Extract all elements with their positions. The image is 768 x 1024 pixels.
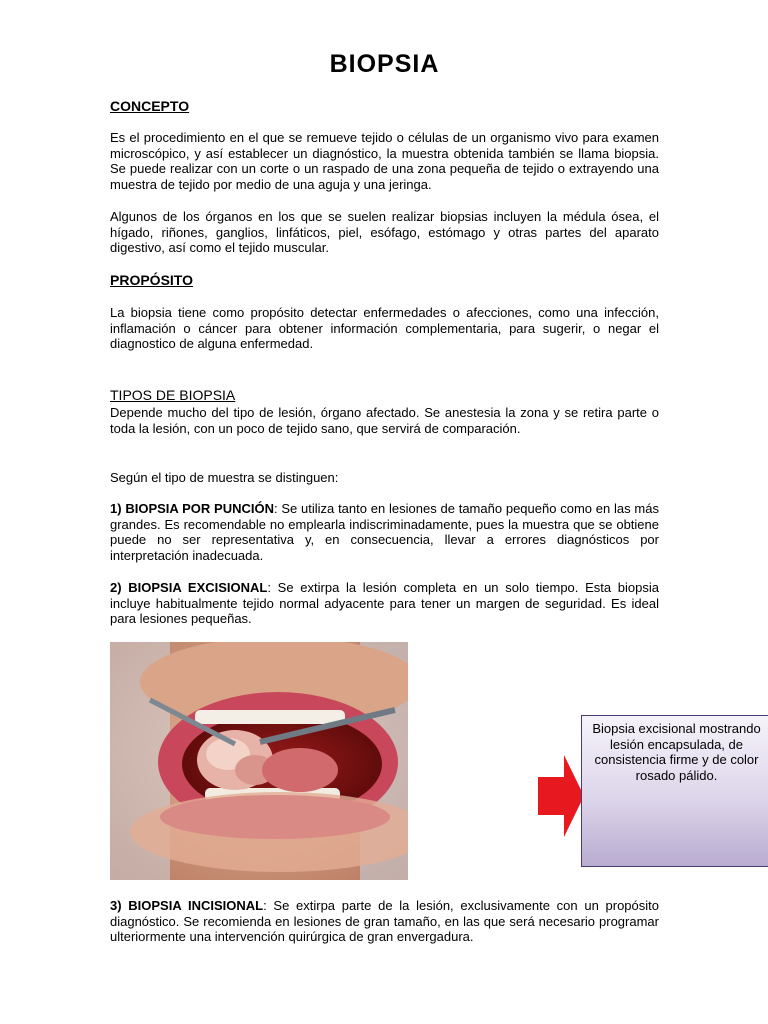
concepto-paragraph-1: Es el procedimiento en el que se remueve tejido o células de un organismo vivo para examen microscópico, y así establecer un diagnóstico, la muestra obtenida también se llama biopsia. Se puede realizar con un corte o un raspado de una zona pequeña de tejido o extrayendo una muestra de tejido por medio de una aguja y una jeringa. [110,130,659,192]
document-title: BIOPSIA [329,50,440,78]
tipos-segun-text: Según el tipo de muestra se distinguen: [110,470,339,485]
concepto-paragraph-2: Algunos de los órganos en los que se suelen realizar biopsias incluyen la médula ósea, el hígado, riñones, ganglios, linfáticos, piel, esófago, estómago y otras partes del aparato digestivo, así como el tejido muscular. [110,209,659,256]
tipo-item-label: 3) BIOPSIA INCISIONAL [110,898,264,913]
section-heading-tipos: TIPOS DE BIOPSIA [110,387,236,403]
biopsy-photo [110,642,408,880]
tipo-item-label: 1) BIOPSIA POR PUNCIÓN [110,501,274,516]
tipo-item-text: : Se utiliza tanto en lesiones de tamaño pequeño como en las más grandes. Es recomendable no emplearla indiscriminadamente, pues la muestra que se obtiene puede no ser representativa y, en consecuencia, llevar a errores diagnósticos por interpretación inadecuada. [110,501,659,563]
proposito-paragraph: La biopsia tiene como propósito detectar enfermedades o afecciones, como una infección, inflamación o cáncer para obtener información complementaria, para sugerir, o negar el diagnostico de alguna enfermedad. [110,305,659,352]
tipo-item-text: : Se extirpa parte de la lesión, exclusivamente con un propósito diagnóstico. Se recomienda en lesiones de gran tamaño, en las que será necesario programar ulteriormente una intervención quirúrgica de gran envergadura. [110,898,660,945]
figure-caption-box [581,715,768,867]
tipo-item-label: 2) BIOPSIA EXCISIONAL [110,580,268,595]
section-heading-concepto: CONCEPTO [110,98,190,114]
tipo-item-incisional [110,898,659,945]
tipo-item-puncion [110,501,659,563]
tipos-intro-paragraph: Depende mucho del tipo de lesión, órgano afectado. Se anestesia la zona y se retira parte o toda la lesión, con un poco de tejido sano, que servirá de comparación. [110,405,659,436]
figure-caption: Biopsia excisional mostrando lesión encapsulada, de consistencia firme y de color rosado pálido. [592,721,761,783]
tipo-item-excisional [110,580,659,627]
tipo-item-text: : Se extirpa la lesión completa en un solo tiempo. Esta biopsia incluye habitualmente tejido normal adyacente para tener un margen de seguridad. Es ideal para lesiones pequeñas. [110,580,659,627]
section-heading-proposito: PROPÓSITO [110,272,193,288]
red-arrow-icon [538,755,584,837]
